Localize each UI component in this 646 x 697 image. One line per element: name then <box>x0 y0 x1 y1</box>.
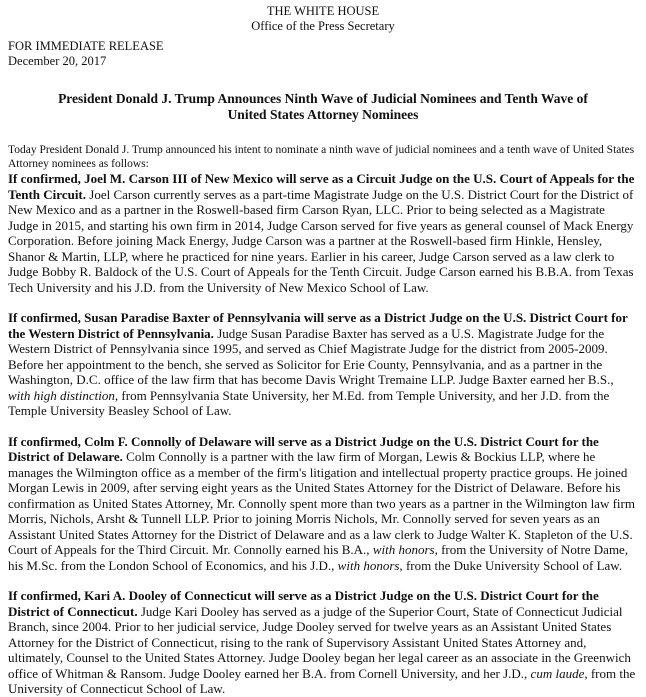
nominee-lead: If confirmed, Joel M. Carson III of New Mexico will serve as a Circuit Judge on the U.S. Court of Appeals for the Tenth Circuit. <box>8 171 635 202</box>
organization-name: THE WHITE HOUSE <box>266 4 380 18</box>
nominee-bio-cont: from the University of Notre Dame, his M.Sc. from the London School of Economics, and his J.D., <box>8 542 629 573</box>
release-date: December 20, 2017 <box>8 54 107 68</box>
nominee-paragraph-baxter <box>8 310 638 419</box>
nominee-bio-end: from the Duke University School of Law. <box>402 557 623 573</box>
nominee-bio: Colm Connolly is a partner with the law firm of Morgan, Lewis & Bockius LLP, where he manages the Wilmington office as a member of the firm's litigation and intellectual property practice groups. He joined Morgan Lewis in 2009, after serving eight years as the United States Attorney for the District of Delaware. Before his confirmation as United States Attorney, Mr. Connolly spent more than two years as a partner in the Wilmington law firm Morris, Nichols, Arsht & Tunnell LLP. Prior to joining Morris Nichols, Mr. Connolly served for seven years as an Assistant United States Attorney for the District of Delaware and as a law clerk to Judge Walter K. Stapleton of the U.S. Court of Appeals for the Third Circuit. Mr. Connolly earned his B.A., <box>8 449 635 557</box>
document-title: President Donald J. Trump Announces Ninth Wave of Judicial Nominees and Tenth Wave of United States Attorney Nominees <box>58 91 588 122</box>
nominee-lead: If confirmed, Kari A. Dooley of Connecticut will serve as a District Judge on the U.S. District Court for the District of Connecticut. <box>8 588 599 619</box>
nominee-bio-cont: , from the University of Connecticut School of Law. <box>8 665 636 696</box>
office-name: Office of the Press Secretary <box>251 19 395 33</box>
letterhead <box>8 0 638 34</box>
nominee-paragraph-carson <box>8 171 638 295</box>
nominee-honor: with honors, <box>337 557 403 573</box>
nominee-bio: Judge Kari Dooley has served as a judge of the Superior Court, State of Connecticut Judicial Branch, since 2004. Prior to her judicial service, Judge Dooley served for twelve years as an Assistant United States Attorney for the District of Connecticut, rising to the rank of Supervisory Assistant United States Attorney and, ultimately, Counsel to the United States Attorney. Judge Dooley began her legal career as an associate in the Greenwich office of Whitman & Ransom. Judge Dooley earned her B.A. from Cornell University, and her J.D., <box>8 603 631 681</box>
nominee-lead: If confirmed, Colm F. Connolly of Delaware will serve as a District Judge on the U.S. District Court for the District of Delaware. <box>8 433 599 464</box>
nominee-bio: Judge Susan Paradise Baxter has served as a U.S. Magistrate Judge for the Western District of Pennsylvania since 1995, and served as Chief Magistrate Judge for the district from 2005-2009. Before her appointment to the bench, she served as Solicitor for Erie County, Pennsylvania, and as a partner in the Washington, D.C. office of the law firm that has become Davis Wright Tremaine LLP. Judge Baxter earned her B.S., <box>8 325 614 387</box>
nominee-honor: with honors, <box>372 542 438 557</box>
nominee-honor: with high distinction, <box>8 387 119 403</box>
nominee-bio-cont: from Pennsylvania State University, her M.Ed. from Temple University, and her J.D. from the Temple University Beasley School of Law. <box>8 387 610 418</box>
release-label: FOR IMMEDIATE RELEASE <box>8 39 164 53</box>
nominee-honor: cum laude <box>530 665 585 681</box>
nominee-paragraph-dooley <box>8 588 638 697</box>
intro-paragraph: Today President Donald J. Trump announced his intent to nominate a ninth wave of judicial nominees and a tenth wave of United States Attorney nominees as follows: <box>8 144 635 170</box>
nominee-lead: If confirmed, Susan Paradise Baxter of Pennsylvania will serve as a District Judge on the U.S. District Court for the Western District of Pennsylvania. <box>8 310 628 341</box>
release-info <box>8 39 638 69</box>
nominee-bio: Joel Carson currently serves as a part-time Magistrate Judge on the U.S. District Court for the District of New Mexico and as a partner in the Roswell-based firm Carson Ryan, LLC. Prior to being selected as a Magistrate Judge in 2015, and starting his own firm in 2014, Judge Carson served for five years as general counsel of Mack Energy Corporation. Before joining Mack Energy, Judge Carson was a partner at the Roswell-based firm Hinkle, Hensley, Shanor & Martin, LLP, where he practiced for nine years. Earlier in his career, Judge Carson served as a law clerk to Judge Bobby R. Baldock of the U.S. Court of Appeals for the Tenth Circuit. Judge Carson earned his B.B.A. from Texas Tech University and his J.D. from the University of New Mexico School of Law. <box>8 186 634 295</box>
nominee-paragraph-connolly <box>8 434 638 574</box>
